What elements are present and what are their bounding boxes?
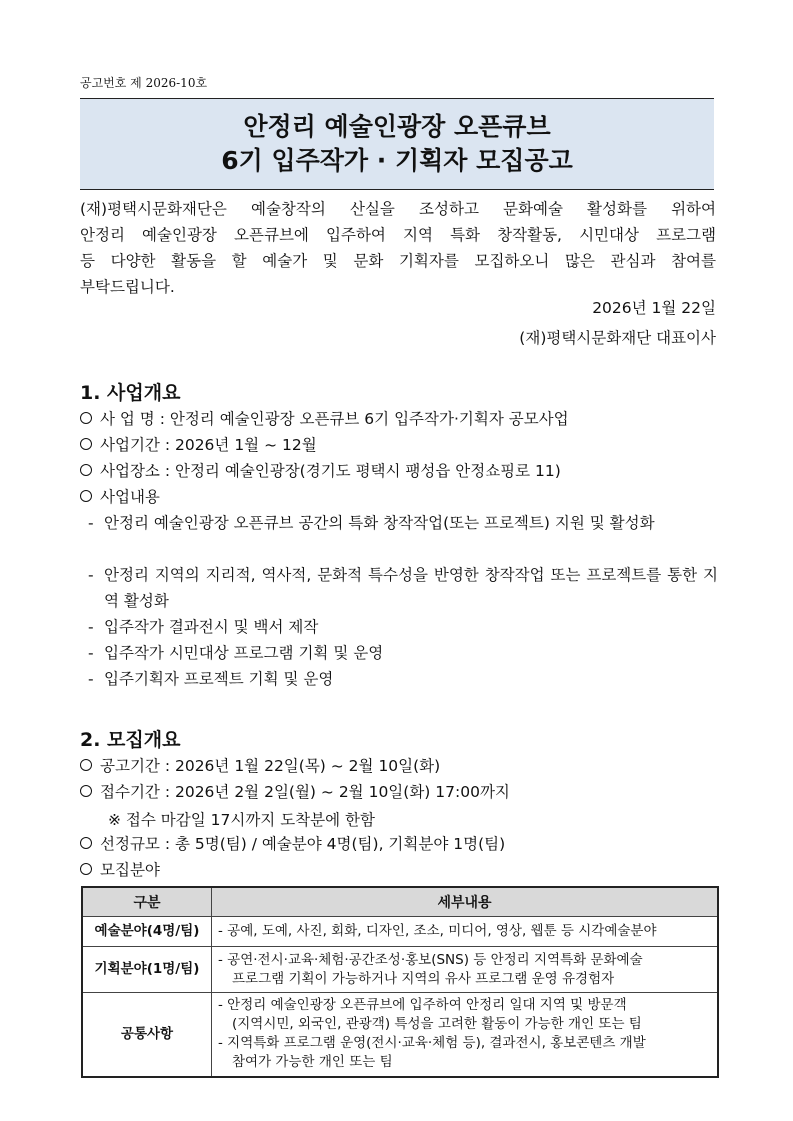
overview-item: 사 업 명 : 안정리 예술인광장 오픈큐브 6기 입주작가·기획자 공모사업	[80, 406, 569, 432]
recruit-item: 접수기간 : 2026년 2월 2일(월) ~ 2월 10일(화) 17:00까지	[80, 779, 510, 805]
circle-bullet-icon	[80, 759, 92, 771]
recruit-item: 선정규모 : 총 5명(팀) / 예술분야 4명(팀), 기획분야 1명(팀)	[80, 831, 505, 857]
overview-item: 사업내용	[80, 484, 160, 510]
circle-bullet-icon	[80, 837, 92, 849]
title-line-2: 6기 입주작가 · 기획자 모집공고	[221, 146, 573, 175]
circle-bullet-icon	[80, 438, 92, 450]
issuing-organization: (재)평택시문화재단 대표이사	[519, 329, 716, 347]
detail-cell: - 공연·전시·교육·체험·공간조성·홍보(SNS) 등 안정리 지역특화 문화예술 프로그램 기획이 가능하거나 지역의 유사 프로그램 운영 유경험자	[212, 947, 719, 993]
category-cell: 기획분야(1명/팀)	[82, 947, 212, 993]
intro-line: (재)평택시문화재단은 예술창작의 산실을 조성하고 문화예술 활성화를 위하여	[80, 200, 716, 218]
intro-line: 안정리 예술인광장 오픈큐브에 입주하여 지역 특화 창작활동, 시민대상 프로그램	[80, 226, 716, 244]
recruit-item: 공고기간 : 2026년 1월 22일(목) ~ 2월 10일(화)	[80, 753, 440, 779]
table-header-cell: 세부내용	[212, 887, 719, 917]
notice-date: 2026년 1월 22일	[592, 299, 716, 317]
table-header-cell: 구분	[82, 887, 212, 917]
intro-paragraph	[80, 196, 716, 300]
circle-bullet-icon	[80, 412, 92, 424]
category-cell: 예술분야(4명/팀)	[82, 917, 212, 947]
intro-line: 부탁드립니다.	[80, 278, 175, 296]
section-2-heading: 2. 모집개요	[80, 729, 181, 751]
content-subitem: - 안정리 예술인광장 오픈큐브 공간의 특화 창작작업(또는 프로젝트) 지원 및 활성화	[88, 514, 655, 532]
recruit-item: 모집분야	[80, 857, 160, 883]
circle-bullet-icon	[80, 785, 92, 797]
title-banner	[80, 98, 714, 190]
content-subitem: - 입주작가 결과전시 및 백서 제작	[88, 618, 319, 636]
table-row	[82, 993, 718, 1077]
section-1-heading: 1. 사업개요	[80, 382, 181, 404]
circle-bullet-icon	[80, 863, 92, 875]
overview-item: 사업기간 : 2026년 1월 ~ 12월	[80, 432, 317, 458]
content-subitem: - 입주작가 시민대상 프로그램 기획 및 운영	[88, 644, 384, 662]
detail-cell: - 안정리 예술인광장 오픈큐브에 입주하여 안정리 일대 지역 및 방문객 (지역시민, 외국인, 관광객) 특성을 고려한 활동이 가능한 개인 또는 팀 - 지역특화 프로그램 운영(전시·교육·체험 등), 결과전시, 홍보콘텐츠 개발 참여가 가능한 개인 또는 팀	[212, 993, 719, 1077]
table-row	[82, 947, 718, 993]
circle-bullet-icon	[80, 490, 92, 502]
table-header-row	[82, 887, 718, 917]
content-subitem: - 입주기획자 프로젝트 기획 및 운영	[88, 670, 334, 688]
title-line-1: 안정리 예술인광장 오픈큐브	[243, 112, 551, 141]
recruitment-table	[81, 886, 719, 1078]
content-subitem: - 안정리 지역의 지리적, 역사적, 문화적 특수성을 반영한 창작작업 또는 프로젝트를 통한 지역 활성화	[88, 566, 718, 610]
notice-number: 공고번호 제 2026-10호	[80, 76, 208, 90]
category-cell: 공통사항	[82, 993, 212, 1077]
deadline-note: ※ 접수 마감일 17시까지 도착분에 한함	[108, 811, 375, 829]
circle-bullet-icon	[80, 464, 92, 476]
intro-line: 등 다양한 활동을 할 예술가 및 문화 기획자를 모집하오니 많은 관심과 참여를	[80, 252, 716, 270]
detail-cell: - 공예, 도예, 사진, 회화, 디자인, 조소, 미디어, 영상, 웹툰 등 시각예술분야	[212, 917, 719, 947]
overview-item: 사업장소 : 안정리 예술인광장(경기도 평택시 팽성읍 안정쇼핑로 11)	[80, 458, 561, 484]
table-row	[82, 917, 718, 947]
